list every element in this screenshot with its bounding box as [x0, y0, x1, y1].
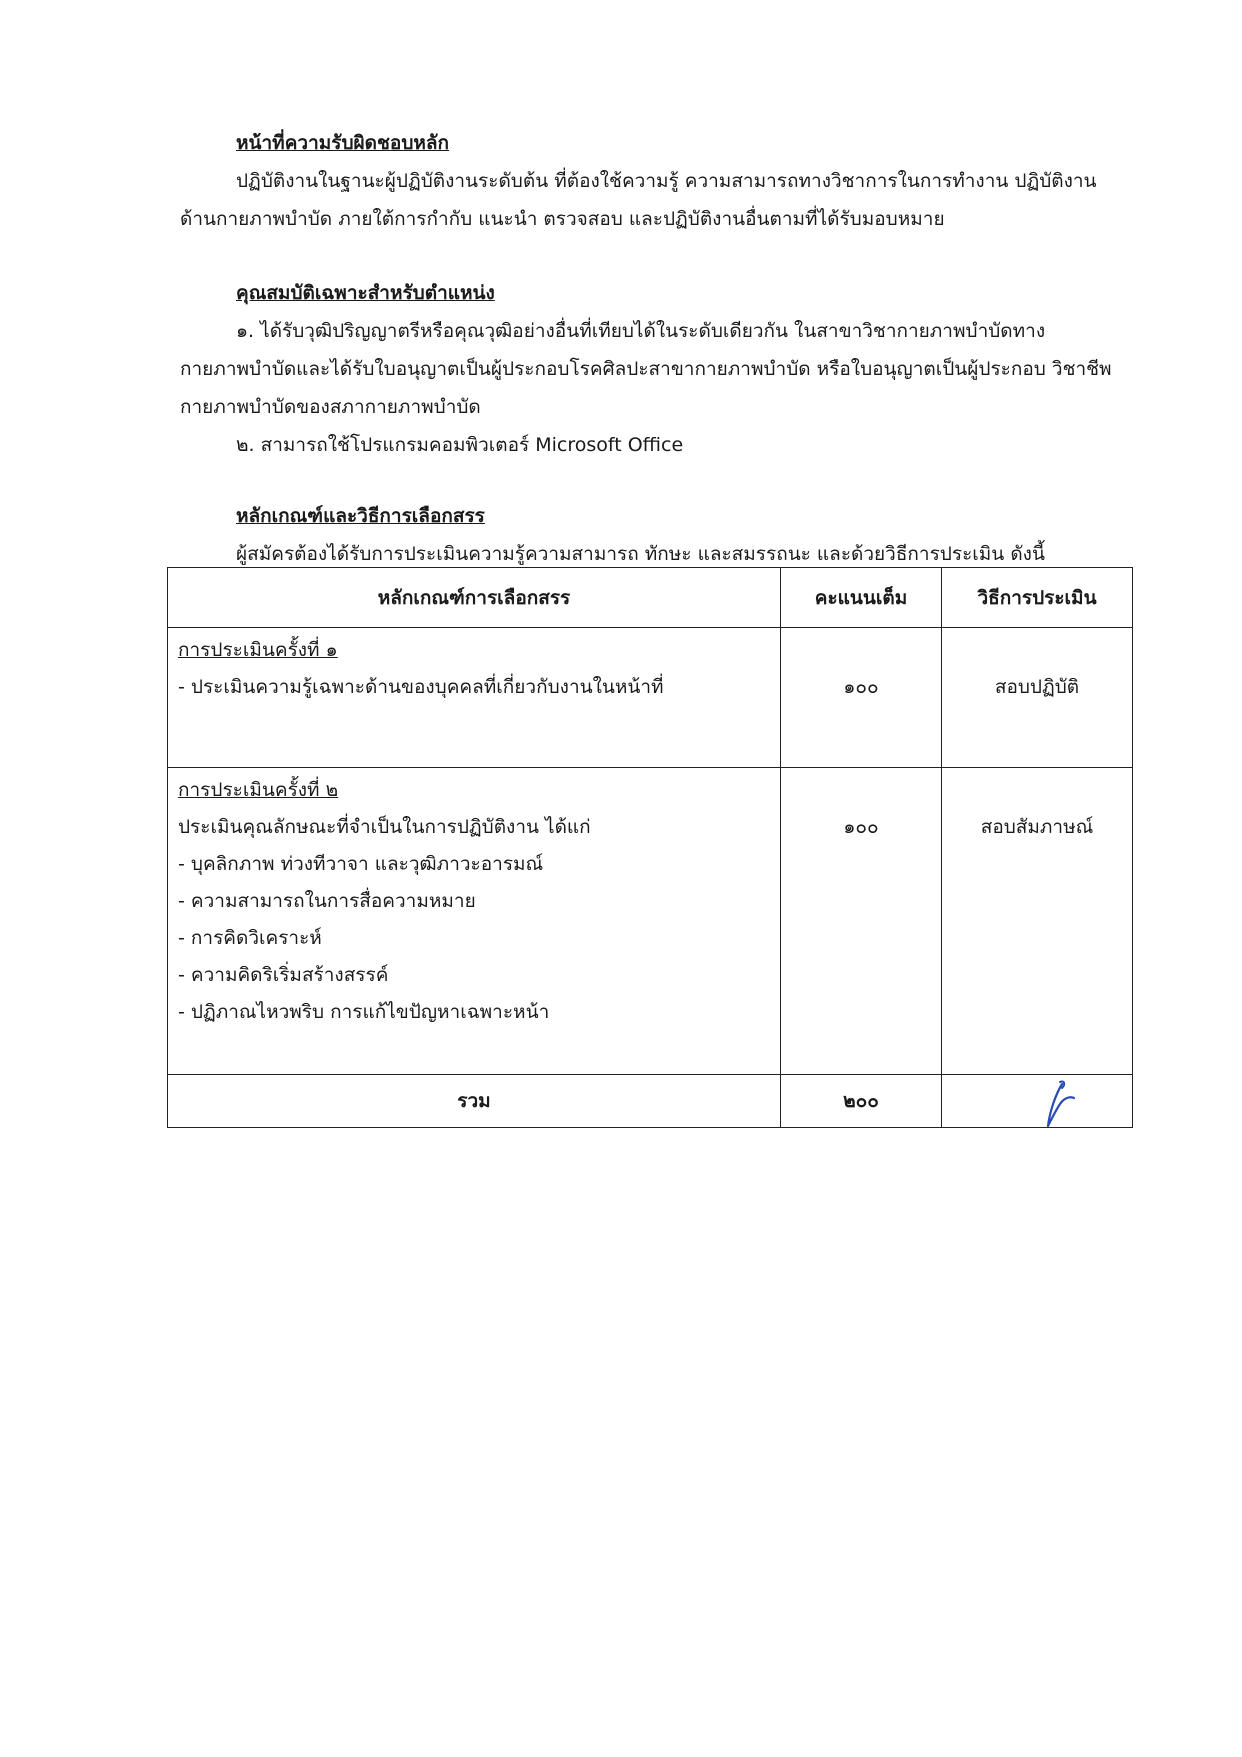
qualification-item: ๒. สามารถใช้โปรแกรมคอมพิวเตอร์ Microsoft Office	[236, 434, 684, 456]
criteria-line: - ความสามารถในการสื่อความหมาย	[178, 890, 476, 912]
table-header-row	[168, 568, 1133, 628]
method-cell: สอบปฏิบัติ	[942, 628, 1133, 768]
score-cell: ๑๐๐	[781, 628, 942, 768]
table-row	[168, 768, 1133, 1075]
section-heading: คุณสมบัติเฉพาะสำหรับตำแหน่ง	[236, 282, 495, 304]
assessment-title: การประเมินครั้งที่ ๒	[178, 779, 339, 801]
section-qualifications	[180, 274, 1130, 464]
score-cell: ๑๐๐	[781, 768, 942, 1075]
total-label: รวม	[168, 1075, 781, 1128]
column-header: หลักเกณฑ์การเลือกสรร	[168, 568, 781, 628]
section-heading: หลักเกณฑ์และวิธีการเลือกสรร	[236, 505, 485, 527]
criteria-line: - การคิดวิเคราะห์	[178, 927, 322, 949]
signature-mark	[1040, 1080, 1080, 1130]
table-row	[168, 628, 1133, 768]
criteria-line: ประเมินคุณลักษณะที่จำเป็นในการปฏิบัติงาน ได้แก่	[178, 816, 591, 838]
assessment-title: การประเมินครั้งที่ ๑	[178, 639, 338, 661]
criteria-line: - บุคลิกภาพ ท่วงทีวาจา และวุฒิภาวะอารมณ์	[178, 853, 544, 875]
column-header: คะแนนเต็ม	[781, 568, 942, 628]
criteria-cell	[168, 768, 781, 1075]
criteria-cell	[168, 628, 781, 768]
table-total-row	[168, 1075, 1133, 1128]
section-heading: หน้าที่ความรับผิดชอบหลัก	[236, 132, 450, 154]
section-responsibilities	[180, 124, 1130, 238]
column-header: วิธีการประเมิน	[942, 568, 1133, 628]
section-selection-criteria	[180, 497, 1130, 573]
total-score: ๒๐๐	[781, 1075, 942, 1128]
criteria-line: - ความคิดริเริ่มสร้างสรรค์	[178, 964, 389, 986]
total-empty-cell	[942, 1075, 1133, 1128]
criteria-table	[167, 567, 1133, 1128]
section-paragraph: ผู้สมัครต้องได้รับการประเมินความรู้ความสามารถ ทักษะ และสมรรถนะ และด้วยวิธีการประเมิน ดังนี้	[236, 543, 1045, 565]
section-paragraph: ปฏิบัติงานในฐานะผู้ปฏิบัติงานระดับต้น ที่ต้องใช้ความรู้ ความสามารถทางวิชาการในการทำงาน ปฏิบัติงานด้านกายภาพบำบัด ภายใต้การกำกับ แนะนำ ตรวจสอบ และปฏิบัติงานอื่นตามที่ได้รับมอบหมาย	[180, 170, 1097, 230]
criteria-line: - ประเมินความรู้เฉพาะด้านของบุคคลที่เกี่ยวกับงานในหน้าที่	[178, 676, 664, 698]
method-cell: สอบสัมภาษณ์	[942, 768, 1133, 1075]
qualification-item: ๑. ได้รับวุฒิปริญญาตรีหรือคุณวุฒิอย่างอื่นที่เทียบได้ในระดับเดียวกัน ในสาขาวิชากายภาพบำบัดทาง กายภาพบำบัดและได้รับใบอนุญาตเป็นผู้ประกอบโรคศิลปะสาขากายภาพบำบัด หรือใบอนุญาตเป็นผู้ประกอบ วิชาชีพกายภาพบำบัดของสภากายภาพบำบัด	[180, 320, 1112, 418]
criteria-line: - ปฏิภาณไหวพริบ การแก้ไขปัญหาเฉพาะหน้า	[178, 1001, 550, 1023]
